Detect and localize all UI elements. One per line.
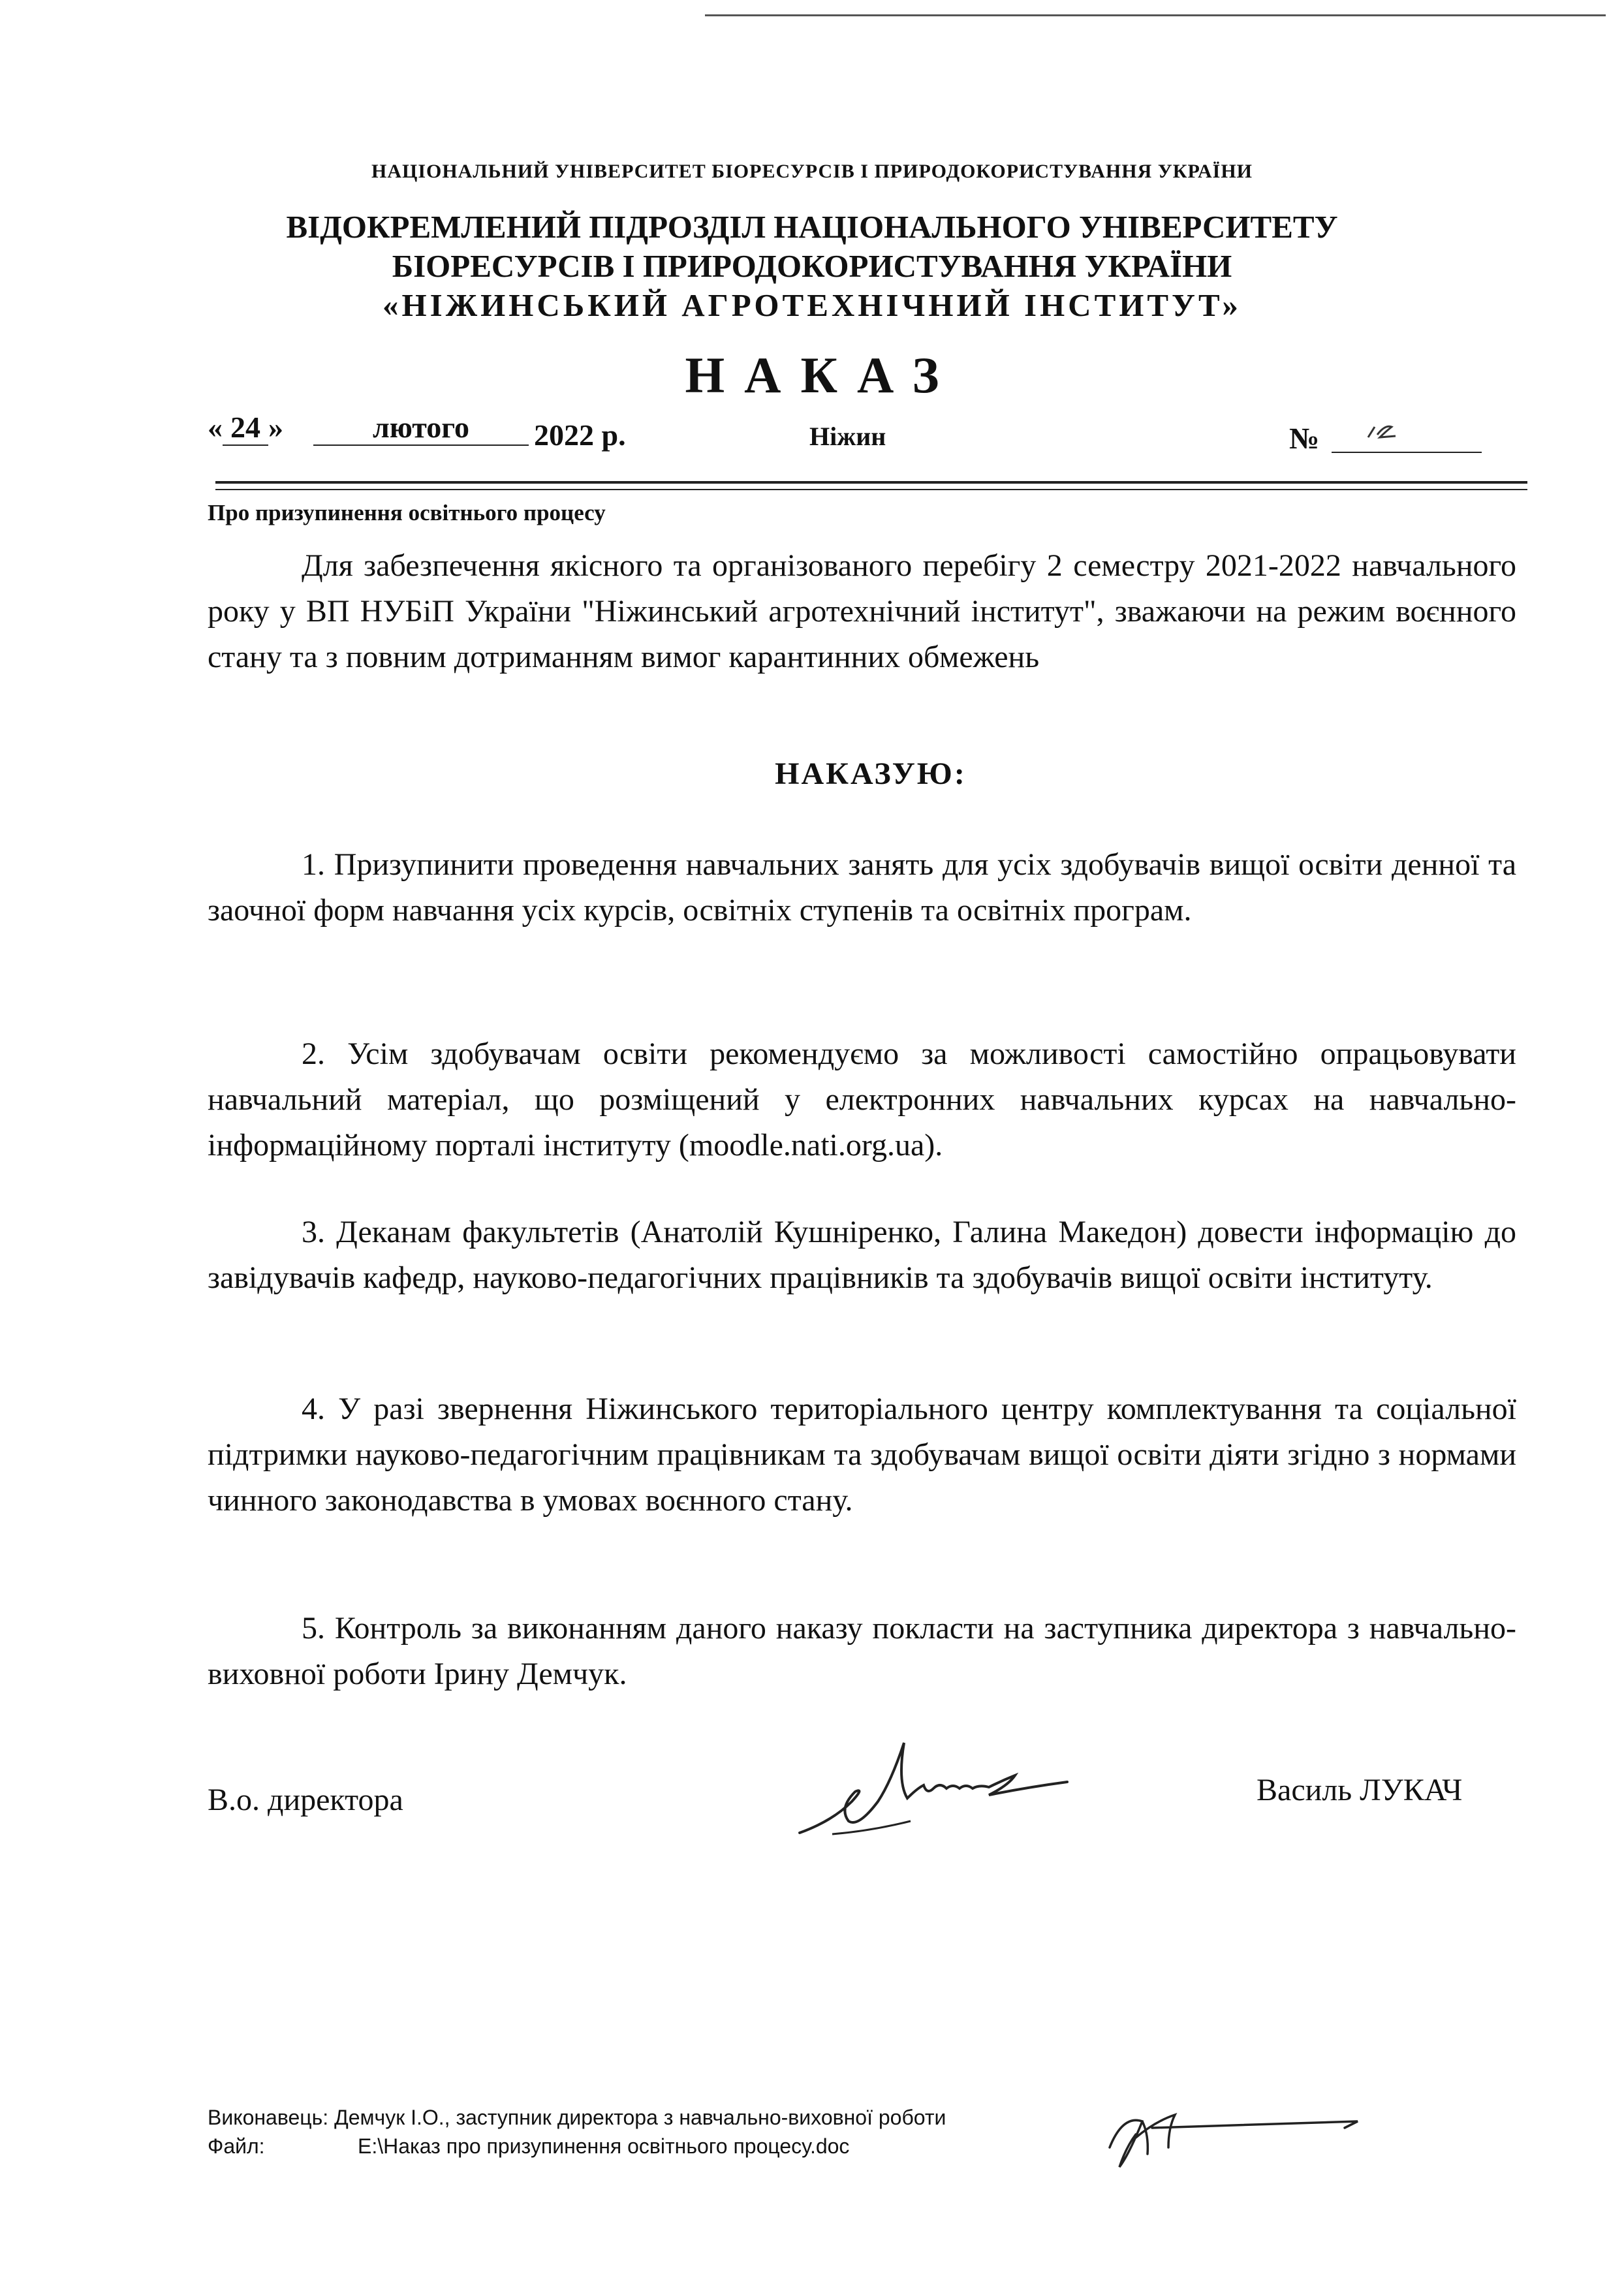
signatory-position: В.о. директора: [208, 1783, 403, 1817]
order-item-2: 2. Усім здобувачам освіти рекомендуємо за можливості самостійно опрацьовувати навчальний матеріал, що розміщений у електронних навчальних курсах на навчально-інформаційному порталі інституту (moodle.nati.org.ua).: [208, 1037, 1516, 1162]
date-day: « 24 »: [208, 410, 283, 446]
date-day-value: 24: [223, 410, 268, 446]
header-rule-thin: [215, 489, 1527, 490]
order-item-5: 5. Контроль за виконанням даного наказу покласти на заступника директора з навчально-виховної роботи Ірину Демчук.: [208, 1611, 1516, 1691]
director-signature: [793, 1723, 1106, 1854]
order-subject: Про призупинення освітнього процесу: [208, 500, 606, 525]
executor-label: Виконавець:: [208, 2106, 329, 2129]
institution-line-3: «НІЖИНСЬКИЙ АГРОТЕХНІЧНИЙ ІНСТИТУТ»: [383, 287, 1241, 323]
date-month: лютого: [313, 410, 529, 446]
scan-artifact-line: [705, 14, 1606, 16]
order-number-label: №: [1289, 422, 1320, 455]
institution-line-1: ВІДОКРЕМЛЕНИЙ ПІДРОЗДІЛ НАЦІОНАЛЬНОГО УНІВЕРСИТЕТУ: [286, 209, 1338, 245]
footer-file: [208, 2132, 849, 2160]
order-number: [1332, 413, 1482, 453]
executor-value: Демчук І.О., заступник директора з навчально-виховної роботи: [334, 2106, 946, 2129]
university-name: НАЦІОНАЛЬНИЙ УНІВЕРСИТЕТ БІОРЕСУРСІВ І ПРИРОДОКОРИСТУВАННЯ УКРАЇНИ: [371, 161, 1253, 182]
preamble-paragraph: Для забезпечення якісного та організованого перебігу 2 семестру 2021-2022 навчального року у ВП НУБіП України "Ніжинський агротехнічний інститут", зважаючи на режим воєнного стану та з повним дотриманням вимог карантинних обмежень: [208, 548, 1516, 674]
institution-line-2: БІОРЕСУРСІВ І ПРИРОДОКОРИСТУВАННЯ УКРАЇНИ: [392, 248, 1232, 284]
order-item-3: 3. Деканам факультетів (Анатолій Кушніренко, Галина Македон) довести інформацію до завідувачів кафедр, науково-педагогічних працівників та здобувачів вищої освіти інституту.: [208, 1215, 1516, 1295]
order-item-1: 1. Призупинити проведення навчальних занять для усіх здобувачів вищої освіти денної та заочної форм навчання усіх курсів, освітніх ступенів та освітніх програм.: [208, 847, 1516, 928]
footer-executor: [208, 2103, 946, 2132]
date-year: 2022 р.: [534, 418, 626, 452]
executor-initials-signature: [1097, 2082, 1371, 2174]
header-rule-thick: [215, 481, 1527, 484]
file-label: Файл:: [208, 2134, 265, 2158]
file-path: E:\Наказ про призупинення освітнього процесу.doc: [358, 2134, 850, 2158]
institution-header: [0, 208, 1624, 325]
order-directive: НАКАЗУЮ:: [775, 757, 967, 791]
date-city: Ніжин: [809, 422, 886, 451]
order-item-4: 4. У разі звернення Ніжинського територіального центру комплектування та соціальної підтримки науково-педагогічним працівникам та здобувачам вищої освіти діяти згідно з нормами чинного законодавства в умовах воєнного стану.: [208, 1392, 1516, 1518]
handwritten-number: [1366, 418, 1418, 444]
document-title: НАКАЗ: [685, 347, 959, 403]
signatory-name: Василь ЛУКАЧ: [1257, 1773, 1463, 1807]
